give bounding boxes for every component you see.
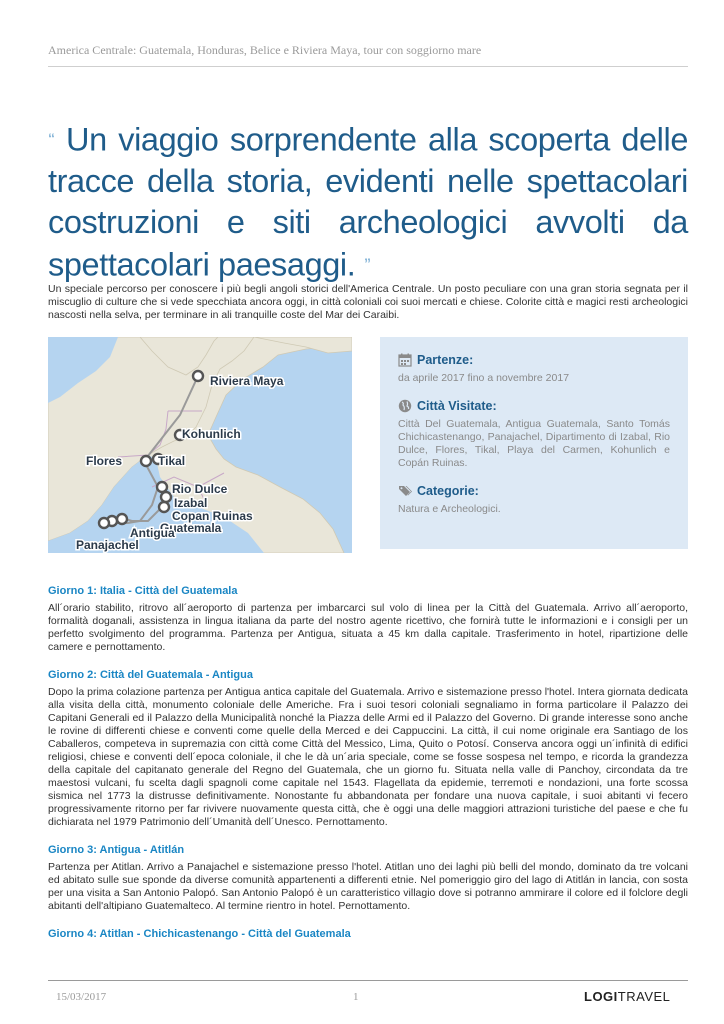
close-quote-icon: ” — [364, 254, 371, 271]
day-text: Partenza per Atitlan. Arrivo a Panajachel e sistemazione presso l'hotel. Atitlan uno dei laghi più belli del mondo, dominato da tre volcani ed abitato sulle sue sponde da diverse comunità appartenenti a differenti etnie. Nel pomeriggio giro del lago di Atitlán in lancia, con sosta per una visita a San Antonio Palopó. San Antonio Palopó è un caratteristico villagio dove si potranno ammirare il colore ed il folclore degli abitanti dell'altipiano Guatemalteco. Al termine rientro in hotel. Pernottamento. — [48, 861, 688, 912]
logitravel-logo — [584, 989, 670, 1004]
label-riviera-maya: Riviera Maya — [210, 374, 284, 388]
categories-section — [398, 484, 670, 516]
day-text: All´orario stabilito, ritrovo all´aeroporto di partenza per imbarcarci sul volo di linea per la Città del Guatemala. Arrivo all´aeroporto, formalità doganali, assistenza in lingua italiana da parte del nostro agente ricettivo, che fornirà tutte le informazioni e i consigli per un perfetto svolgimento del programma. Partenza per Antigua, situata a 45 km dalla capitale. Trasferimento in hotel, ripartizione delle camere e pernottamento. — [48, 602, 688, 653]
day-title: Giorno 3: Antigua - Atitlán — [48, 844, 185, 856]
trip-info-box — [380, 337, 688, 549]
pin-panajachel — [99, 518, 109, 528]
day-title: Giorno 4: Atitlan - Chichicastenango - Città del Guatemala — [48, 928, 351, 940]
pin-flores — [141, 456, 151, 466]
pin-antigua — [117, 514, 127, 524]
pin-izabal — [161, 492, 171, 502]
pin-riviera-maya — [193, 371, 203, 381]
itinerary-day — [48, 928, 688, 940]
categories-title: Categorie: — [417, 484, 479, 498]
pin-rio-dulce — [157, 482, 167, 492]
day-title: Giorno 2: Città del Guatemala - Antigua — [48, 669, 253, 681]
itinerary-day — [48, 844, 688, 913]
footer-divider — [48, 980, 688, 981]
headline-quote — [48, 118, 688, 285]
departures-title: Partenze: — [417, 353, 474, 367]
label-flores: Flores — [86, 454, 123, 468]
logo-light-part: TRAVEL — [617, 989, 671, 1004]
headline-text: Un viaggio sorprendente alla scoperta delle tracce della storia, evidenti nelle spettacolari costruzioni e siti archeologici avvolti da spettacolari paesaggi. — [48, 121, 688, 283]
itinerary-day — [48, 669, 688, 829]
calendar-icon — [398, 353, 412, 367]
page-number: 1 — [353, 991, 359, 1003]
label-guatemala: Guatemala — [160, 521, 222, 535]
day-title: Giorno 1: Italia - Città del Guatemala — [48, 585, 238, 597]
day-text: Dopo la prima colazione partenza per Antigua antica capitale del Guatemala. Arrivo e sistemazione presso l'hotel. Intera giornata dedicata alla visita della città, monumento coloniale delle Americhe. Fra i suoi tesori coloniali segnaliamo in forma particolare il Palazzo dei Capitani Generali ed il Palazzo della Municipalità nonché la Piazza delle Armi ed il Palazzo del Governo. Di grande interesse sono anche le rovine di differenti chiese e conventi come quelle della Merced e dei Cappuccini. La città, il cui nome originale era Santiago de los Caballeros, competeva in supremazia con città come Città del Messico, Lima, Quito o Potosí. Conserva ancora oggi un´infinità di edifici religiosi, chiese e conventi dell´epoca coloniale, il che le dà un´aria speciale, come se fosse sospesa nel tempo, e ricorda la grandezza della capitale del capitanato generale del Regno del Guatemala, che un giorno fu. Situata nella valle di Panchoy, circondata da tre maestosi vulcani, fu scelta dagli spagnoli come capitale nel 1543. Flagellata da epidemie, terremoti e nondazioni, una forte scossa sismica nel 1773 la distrusse definitivamente. Nonostante fu abbandonata per fondare una nuova capitale, i suoi abitanti vi fecero progressivamente ritorno per far rivivere nuovamente questa città, che è oggi una delle maggiori attrazioni turistiche del paese e che fu dichiarata nel 1979 Patrimonio dell´Umanità dell´Unesco. Pernottamento. — [48, 686, 688, 828]
label-izabal: Izabal — [174, 496, 208, 510]
categories-text: Natura e Archeologici. — [398, 503, 501, 515]
pin-copan — [159, 502, 169, 512]
label-antigua: Antigua — [130, 526, 175, 540]
label-kohunlich: Kohunlich — [182, 427, 241, 441]
label-copan-ruinas: Copan Ruinas — [172, 509, 253, 523]
label-tikal: Tikal — [158, 454, 186, 468]
intro-paragraph: Un speciale percorso per conoscere i più begli angoli storici dell'America Centrale. Un posto peculiare con una gran storia segnata per il miscuglio di culture che si vede specchiata ancora oggi, in città coloniali coi suoi mercati e chiese. Colorite città e magici resti archeologici nascosti nella selva, per terminare in ali tranquille coste del Mar dei Caraibi. — [48, 283, 688, 321]
label-rio-dulce: Rio Dulce — [172, 482, 228, 496]
logo-bold-part: LOGI — [584, 989, 618, 1004]
header-divider — [48, 66, 688, 67]
cities-text: Città Del Guatemala, Antigua Guatemala, Santo Tomás Chichicastenango, Panajachel, Dipartimento di Izabal, Rio Dulce, Flores, Tikal, Playa del Carmen, Kohunlich e Copán Ruinas. — [398, 418, 670, 469]
document-header: America Centrale: Guatemala, Honduras, Belice e Riviera Maya, tour con soggiorno mare — [48, 43, 482, 57]
tags-icon — [398, 484, 412, 498]
route-map — [48, 337, 352, 553]
globe-icon — [398, 399, 412, 413]
label-panajachel: Panajachel — [76, 538, 139, 552]
cities-title: Città Visitate: — [417, 399, 497, 413]
open-quote-icon: “ — [48, 130, 55, 146]
cities-section — [398, 399, 670, 470]
itinerary — [48, 585, 688, 945]
departures-text: da aprile 2017 fino a novembre 2017 — [398, 372, 570, 384]
departures-section — [398, 353, 670, 385]
itinerary-day — [48, 585, 688, 654]
footer-date: 15/03/2017 — [56, 991, 107, 1003]
